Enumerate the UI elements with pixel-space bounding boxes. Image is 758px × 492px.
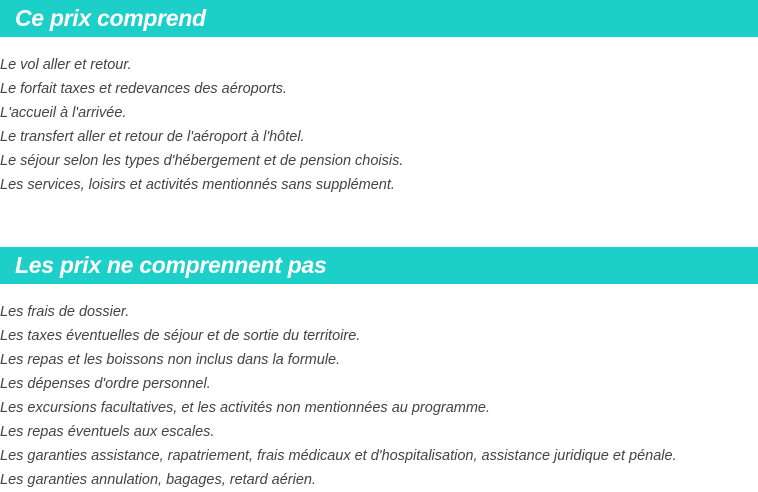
list-item: Le forfait taxes et redevances des aéroports. bbox=[0, 81, 287, 97]
list-item: Les repas éventuels aux escales. bbox=[0, 424, 215, 440]
list-item: Les taxes éventuelles de séjour et de sortie du territoire. bbox=[0, 328, 361, 344]
list-item: L'accueil à l'arrivée. bbox=[0, 105, 127, 121]
price-excludes-list bbox=[0, 300, 758, 492]
price-includes-list bbox=[0, 53, 758, 247]
list-item: Les excursions facultatives, et les activités non mentionnées au programme. bbox=[0, 400, 491, 416]
price-includes-heading: Ce prix comprend bbox=[0, 0, 758, 37]
list-item: Les garanties annulation, bagages, retard aérien. bbox=[0, 472, 316, 488]
list-item: Les dépenses d'ordre personnel. bbox=[0, 376, 211, 392]
price-excludes-heading: Les prix ne comprennent pas bbox=[0, 247, 758, 284]
list-item: Le vol aller et retour. bbox=[0, 57, 132, 73]
list-item: Les frais de dossier. bbox=[0, 304, 130, 320]
list-item: Les repas et les boissons non inclus dans la formule. bbox=[0, 352, 341, 368]
list-item: Les services, loisirs et activités mentionnés sans supplément. bbox=[0, 177, 395, 193]
list-item: Le séjour selon les types d'hébergement et de pension choisis. bbox=[0, 153, 404, 169]
price-excludes-section bbox=[0, 247, 758, 492]
list-item: Le transfert aller et retour de l'aéroport à l'hôtel. bbox=[0, 129, 305, 145]
list-item: Les garanties assistance, rapatriement, frais médicaux et d'hospitalisation, assistance juridique et pénale. bbox=[0, 448, 677, 464]
